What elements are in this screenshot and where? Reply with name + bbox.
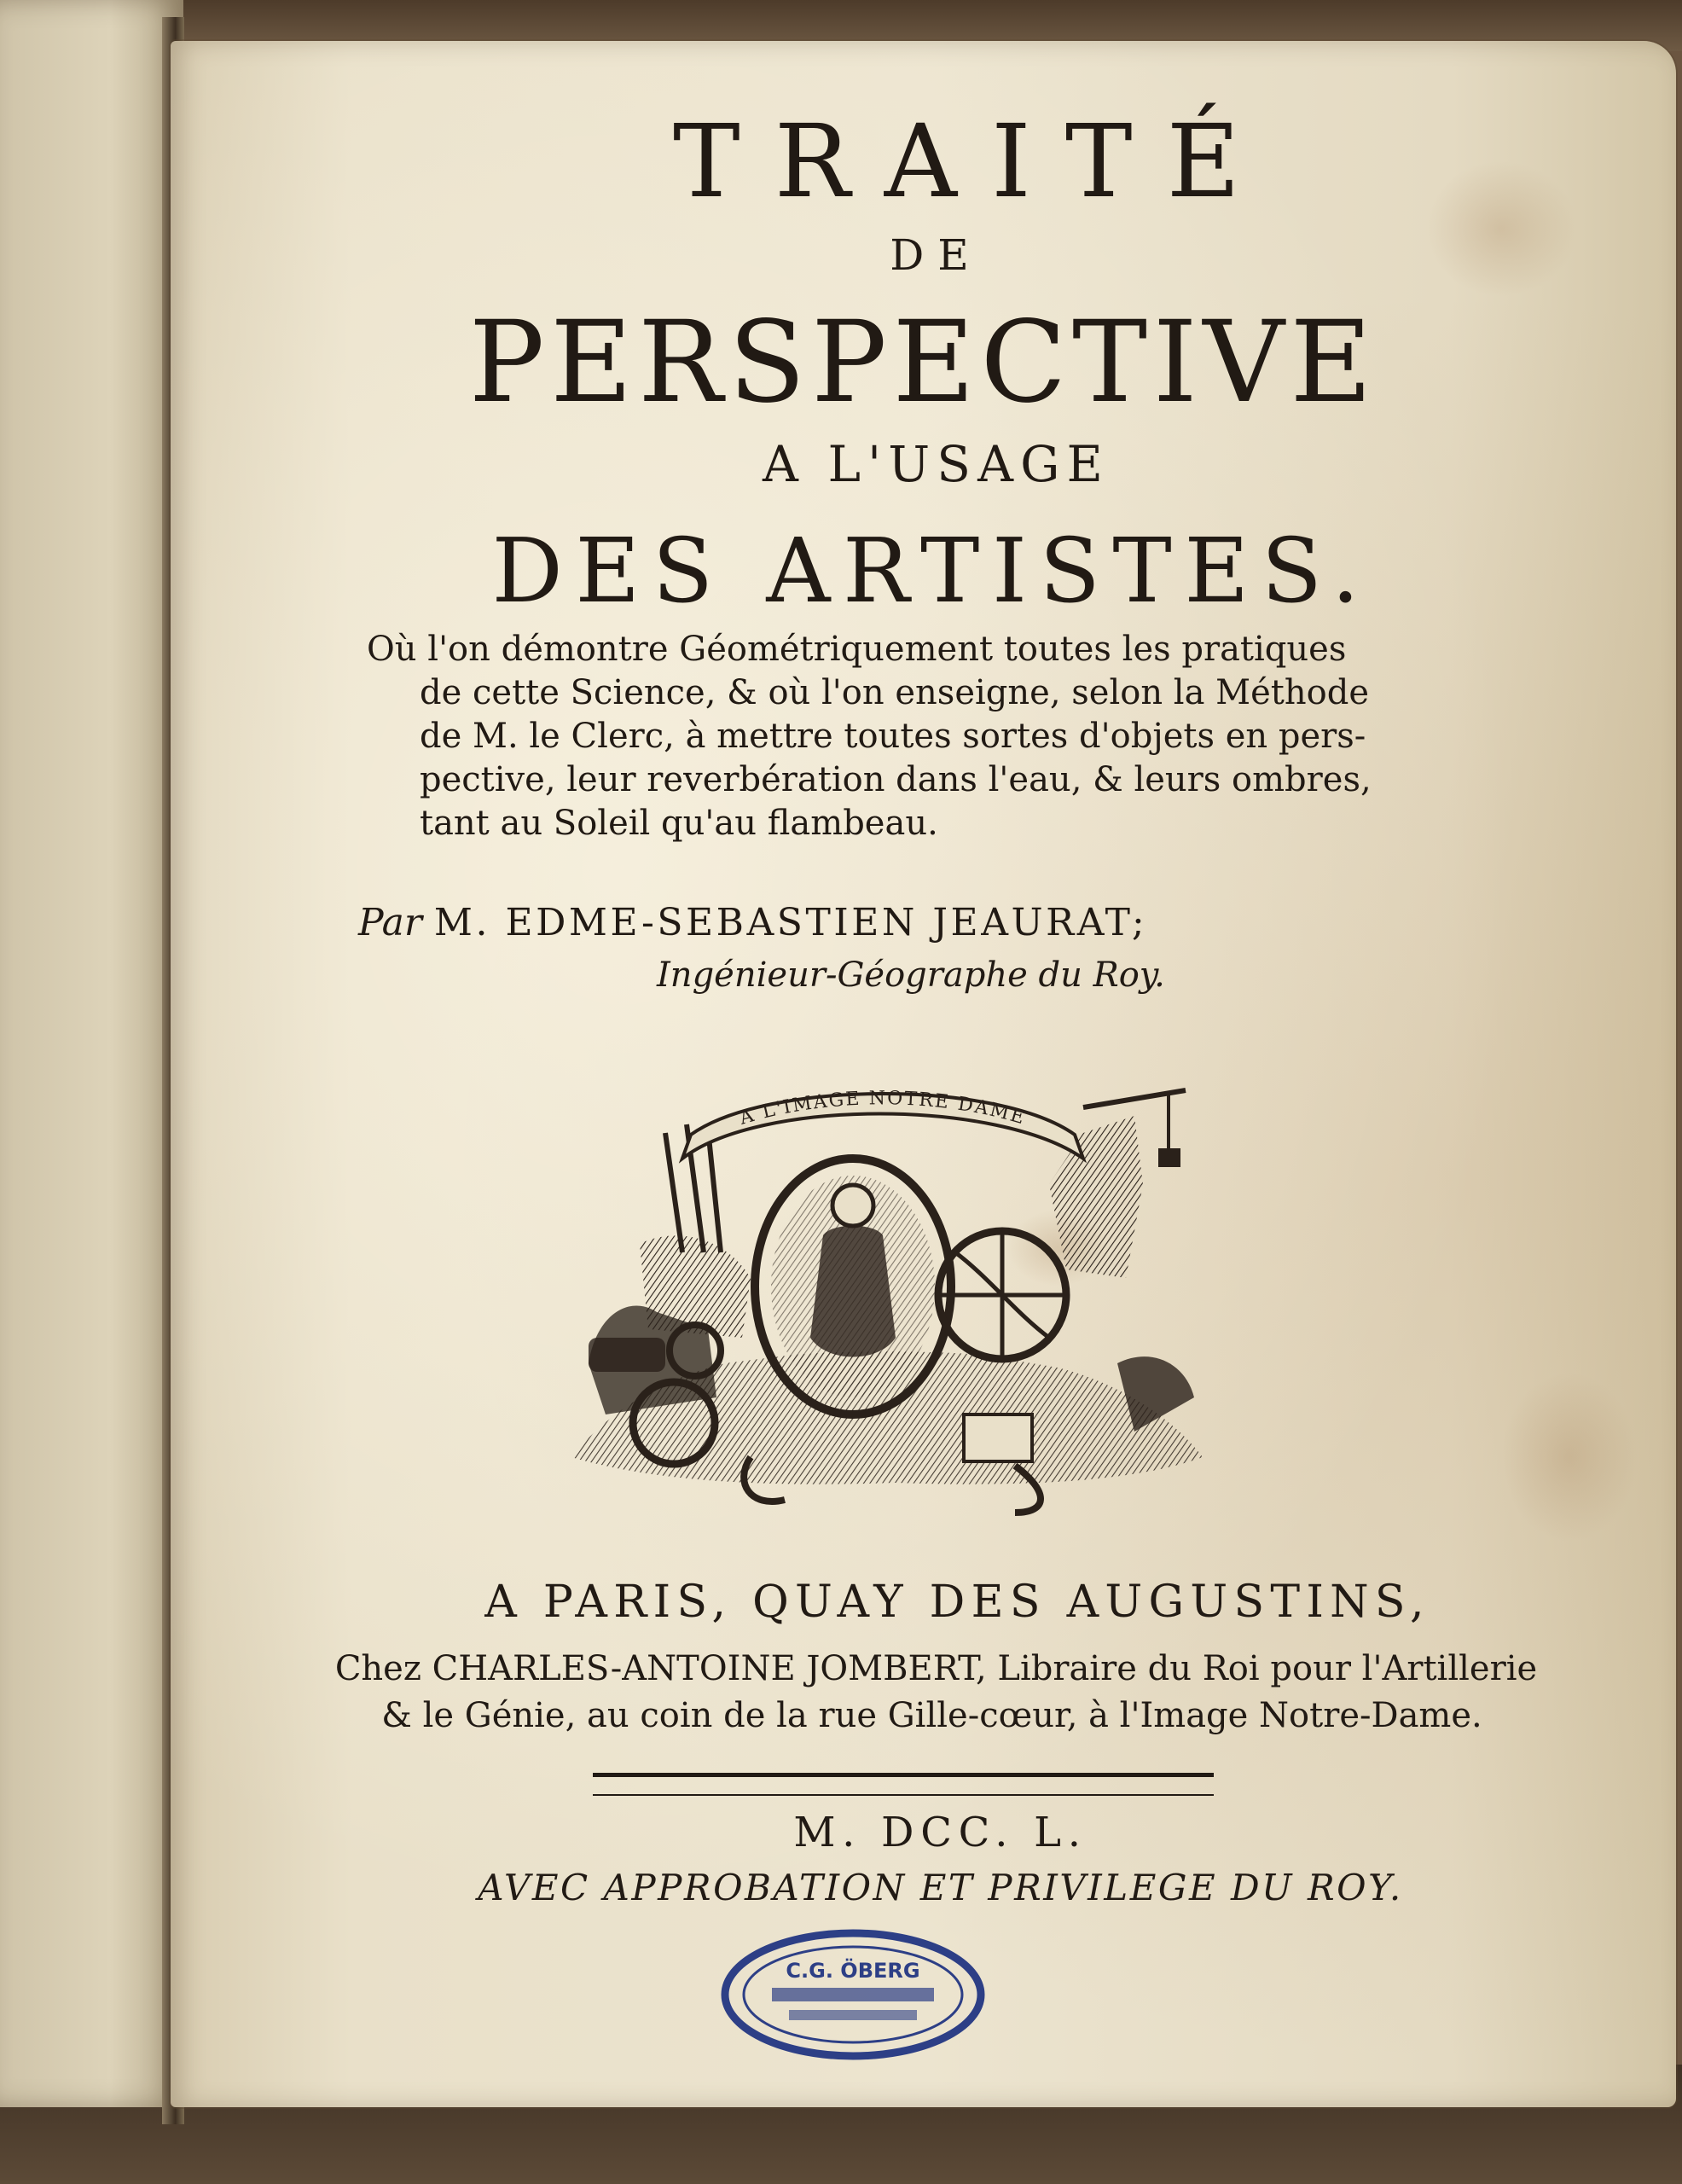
author-byline — [358, 901, 1147, 944]
printers-device-engraving — [537, 1056, 1228, 1517]
title-page — [171, 41, 1676, 2107]
description-line: tant au Soleil qu'au flambeau. — [420, 804, 938, 843]
title-perspective: PERSPECTIVE — [468, 297, 1378, 428]
title-de: DE — [890, 230, 983, 280]
library-stamp — [716, 1926, 989, 2063]
imprint-printer: Chez CHARLES-ANTOINE JOMBERT, Libraire du Roi pour l'Artillerie — [334, 1649, 1538, 1688]
facing-page — [0, 0, 183, 2107]
author-role: Ingénieur-Géographe du Roy. — [657, 956, 1165, 995]
double-rule — [593, 1773, 1214, 1796]
description-line: Où l'on démontre Géométriquement toutes les pratiques — [367, 630, 1347, 669]
title-a-lusage: A L'USAGE — [762, 435, 1111, 493]
description-line: de cette Science, & où l'on enseigne, selon la Méthode — [420, 673, 1369, 712]
description-line: pective, leur reverbération dans l'eau, & leurs ombres, — [420, 760, 1372, 799]
author-name: M. EDME-SEBASTIEN JEAURAT; — [433, 901, 1148, 944]
title-traite: TRAITÉ — [673, 102, 1274, 220]
publication-date: M. DCC. L. — [793, 1809, 1088, 1856]
vignette-banner-text: A L'IMAGE NOTRE DAME — [737, 1088, 1029, 1130]
approbation-line: AVEC APPROBATION ET PRIVILEGE DU ROY. — [478, 1867, 1403, 1908]
foxing-stain — [1501, 1372, 1638, 1542]
description-line: de M. le Clerc, à mettre toutes sortes d'objets en pers- — [420, 717, 1366, 756]
imprint-place: A PARIS, QUAY DES AUGUSTINS, — [484, 1577, 1430, 1628]
imprint-address: & le Génie, au coin de la rue Gille-cœur, à l'Image Notre-Dame. — [381, 1696, 1482, 1735]
byline-par: Par — [358, 901, 422, 944]
stamp-text: C.G. ÖBERG — [786, 1959, 920, 1983]
title-des-artistes: DES ARTISTES. — [491, 519, 1372, 623]
